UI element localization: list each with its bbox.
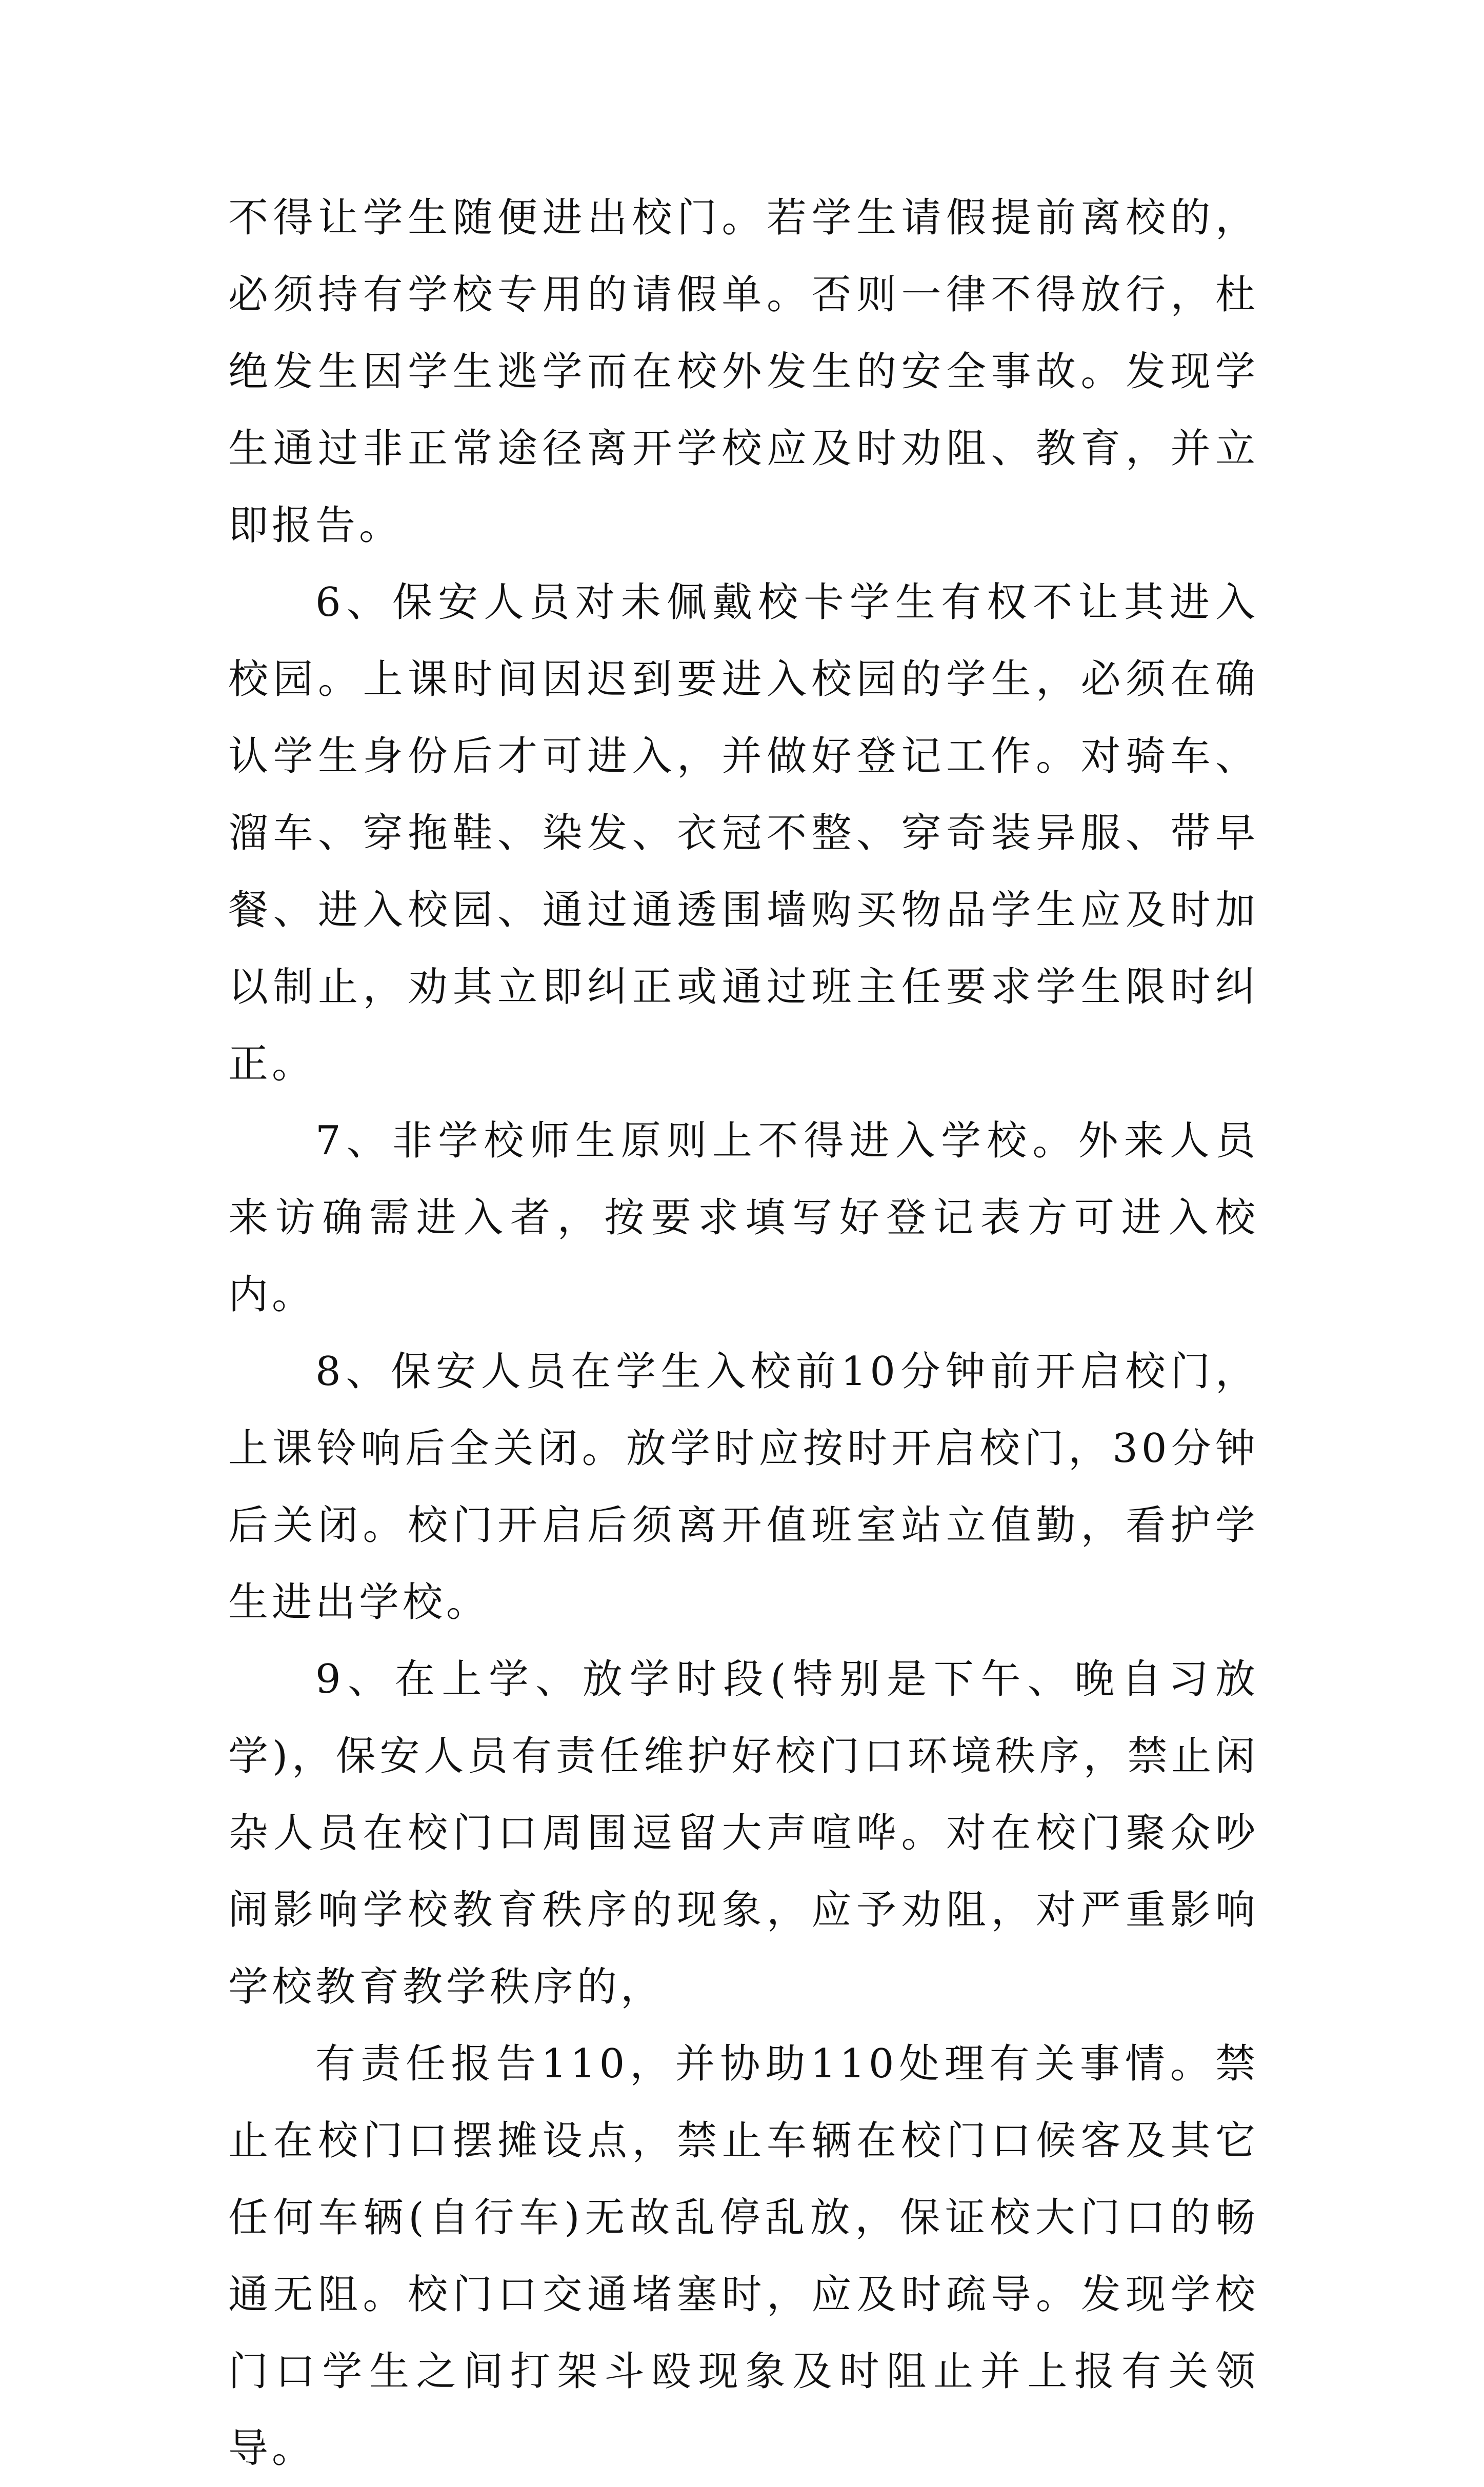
paragraph-item-8: 8、保安人员在学生入校前10分钟前开启校门，上课铃响后全关闭。放学时应按时开启校门，30分钟后关闭。校门开启后须离开值班室站立值勤，看护学生进出学校。 bbox=[228, 1349, 1259, 1626]
document-body bbox=[228, 179, 1259, 2487]
paragraph-continuation: 不得让学生随便进出校门。若学生请假提前离校的，必须持有学校专用的请假单。否则一律不得放行，杜绝发生因学生逃学而在校外发生的安全事故。发现学生通过非正常途径离开学校应及时劝阻、教育，并立即报告。 bbox=[228, 195, 1259, 549]
paragraph-item-9: 9、在上学、放学时段(特别是下午、晚自习放学)，保安人员有责任维护好校门口环境秩序，禁止闲杂人员在校门口周围逗留大声喧哗。对在校门聚众吵闹影响学校教育秩序的现象，应予劝阻，对严重影响学校教育教学秩序的， bbox=[228, 1656, 1259, 2010]
paragraph-item-9-continued: 有责任报告110，并协助110处理有关事情。禁止在校门口摆摊设点，禁止车辆在校门口候客及其它任何车辆(自行车)无故乱停乱放，保证校大门口的畅通无阻。校门口交通堵塞时，应及时疏导。发现学校门口学生之间打架斗殴现象及时阻止并上报有关领导。 bbox=[228, 2041, 1259, 2472]
paragraph-item-6: 6、保安人员对未佩戴校卡学生有权不让其进入校园。上课时间因迟到要进入校园的学生，必须在确认学生身份后才可进入，并做好登记工作。对骑车、溜车、穿拖鞋、染发、衣冠不整、穿奇装异服、带早餐、进入校园、通过通透围墙购买物品学生应及时加以制止，劝其立即纠正或通过班主任要求学生限时纠正。 bbox=[228, 579, 1259, 1087]
paragraph-item-7: 7、非学校师生原则上不得进入学校。外来人员来访确需进入者，按要求填写好登记表方可进入校内。 bbox=[228, 1118, 1259, 1318]
